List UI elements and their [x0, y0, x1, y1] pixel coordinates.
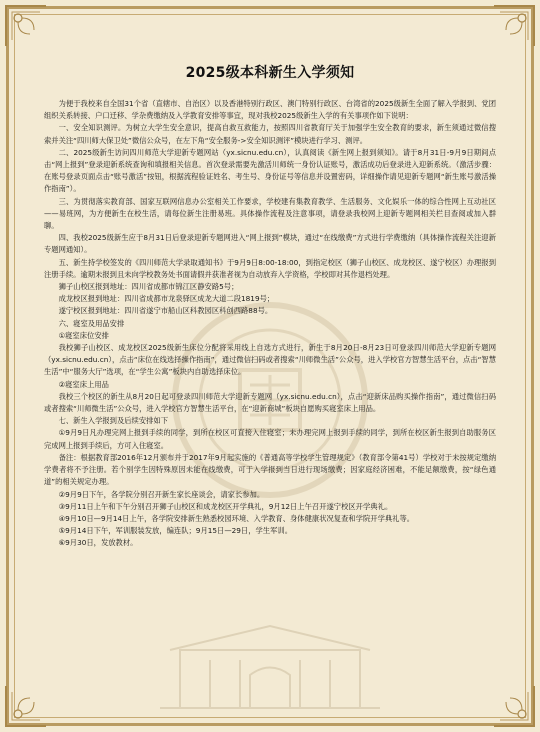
- notice-body: [44, 98, 496, 550]
- notice-paragraph: 六、寝室及用品安排: [58, 318, 125, 328]
- notice-paragraph: 狮子山校区报到地址：四川省成都市锦江区静安路5号；: [58, 282, 239, 292]
- notice-paragraph: 一、安全知识测评。为树立大学生安全意识，提高自救互救能力，按照四川省教育厅关于加强学生安全教育的要求，新生须通过微信搜索并关注“四川师大保卫处”微信公众号，在左下角“安全服务->安全知识测评”模块进行学习、测评。: [44, 123, 496, 145]
- notice-paragraph: ⑤9月14日下午，军训服装发放，编连队；9月15日—29日，学生军训。: [58, 526, 292, 536]
- ornament-corner-icon: [4, 4, 48, 48]
- notice-paragraph: 二、2025级新生访问四川师范大学迎新专题网站（yx.sicnu.edu.cn），认真阅读《新生网上报到须知》。请于8月31日-9月9日期间点击“网上报到”登录迎新系统查询和填报相关信息。首次登录需要先激活川师统一身份认证账号，激活成功后登录进入迎新系统。（激活步骤：在账号登录页面点击“账号激活”按钮，根据流程验证姓名、考生号、身份证号等信息并设置密码，详细操作请见迎新专题网“新生账号激活操作指南”）。: [44, 147, 496, 194]
- notice-paragraph: 为便于我校来自全国31个省（直辖市、自治区）以及香港特别行政区、澳门特别行政区、台湾省的2025级新生全面了解入学报到、党团组织关系转接、户口迁移、学杂费缴纳及入学教育安排等事宜，现对我校2025级新生入学的有关事项作如下说明：: [44, 99, 496, 121]
- notice-paragraph: ①9月9日凡办理完网上报到手续的同学，到所在校区可直接入住寝室；未办理完网上报到手续的同学，到所在校区新生报到自助服务区完成网上报到手续后，方可入住寝室。: [44, 428, 496, 450]
- notice-paragraph: ①寝室床位安排: [58, 330, 109, 340]
- notice-paragraph: 备注：根据教育部2016年12月颁布并于2017年9月起实施的《普通高等学校学生管理规定》（教育部令第41号）学校对于未按规定缴纳学费者将不予注册。若个别学生因特殊原因未能在线缴费，可于入学报到当日进行现场缴费；因家庭经济困难，不能足额缴费，按“绿色通道”的相关规定办理。: [44, 452, 496, 487]
- notice-paragraph: 五、新生持学校签发的《四川师范大学录取通知书》于9月9日8:00-18:00，到指定校区（狮子山校区、成龙校区、遂宁校区）办理报到注册手续。逾期未报到且未向学校教务处书面请假并获准者视为自动放弃入学资格，学校即对其作退档处理。: [44, 257, 496, 279]
- campus-gate-icon: [150, 620, 390, 710]
- notice-paragraph: 七、新生入学报到及后续安排如下: [58, 416, 169, 426]
- notice-paragraph: ②寝室床上用品: [58, 379, 109, 389]
- notice-paragraph: ②9月9日下午，各学院分别召开新生家长座谈会，请家长参加。: [58, 489, 265, 499]
- notice-paragraph: 三、为贯彻落实教育部、国家互联网信息办公室相关工作要求，学校建有集教育教学、生活服务、文化娱乐一体的综合性网上互动社区——易班网，为方便新生在校生活，请每位新生注册易班。具体操作流程及注意事项，请登录我校网上迎新专题网相关栏目查阅或加入群聊。: [44, 196, 496, 231]
- notice-paragraph: 成龙校区报到地址：四川省成都市龙泉驿区成龙大道二段1819号；: [58, 294, 275, 304]
- notice-paragraph: ③9月11日上午和下午分别召开狮子山校区和成龙校区开学典礼，9月12日上午召开遂宁校区开学典礼。: [58, 501, 393, 511]
- ornament-corner-icon: [4, 684, 48, 728]
- ornament-corner-icon: [492, 4, 536, 48]
- notice-paragraph: 我校三个校区的新生从8月20日起可登录四川师范大学迎新专题网（yx.sicnu.edu.cn），点击“迎新床品购买操作指南”，通过微信扫码或者搜索“川师微生活”公众号，进入学校官方智慧生活平台，在“迎新商城”板块自愿购买寝室床上用品。: [44, 391, 496, 414]
- ornament-corner-icon: [492, 684, 536, 728]
- notice-paragraph: 我校狮子山校区、成龙校区2025级新生床位分配将采用线上自选方式进行，新生于8月20日-8月23日可登录四川师范大学迎新专题网（yx.sicnu.edu.cn），点击“床位在线选择操作指南”，通过微信扫码或者搜索“川师微生活”公众号，进入学校官方智慧生活平台，点击“智慧生活”中“服务大厅”选项，在“学生公寓”板块内自助选择床位。: [44, 343, 496, 377]
- notice-paragraph: ④9月10日—9月14日上午，各学院安排新生熟悉校园环境、入学教育、身体健康状况复查和学院开学典礼等。: [58, 513, 415, 523]
- notice-paragraph: 遂宁校区报到地址：四川省遂宁市船山区科教园区科创西路88号。: [58, 306, 273, 316]
- page-title: 2025级本科新生入学须知: [185, 65, 355, 81]
- notice-paragraph: ⑥9月30日，发放教材。: [58, 538, 138, 548]
- notice-paragraph: 四、我校2025级新生应于8月31日后登录迎新专题网进入“网上报到”模块，通过“在线缴费”方式进行学费缴纳（具体操作流程关注迎新专题网通知）。: [44, 233, 496, 255]
